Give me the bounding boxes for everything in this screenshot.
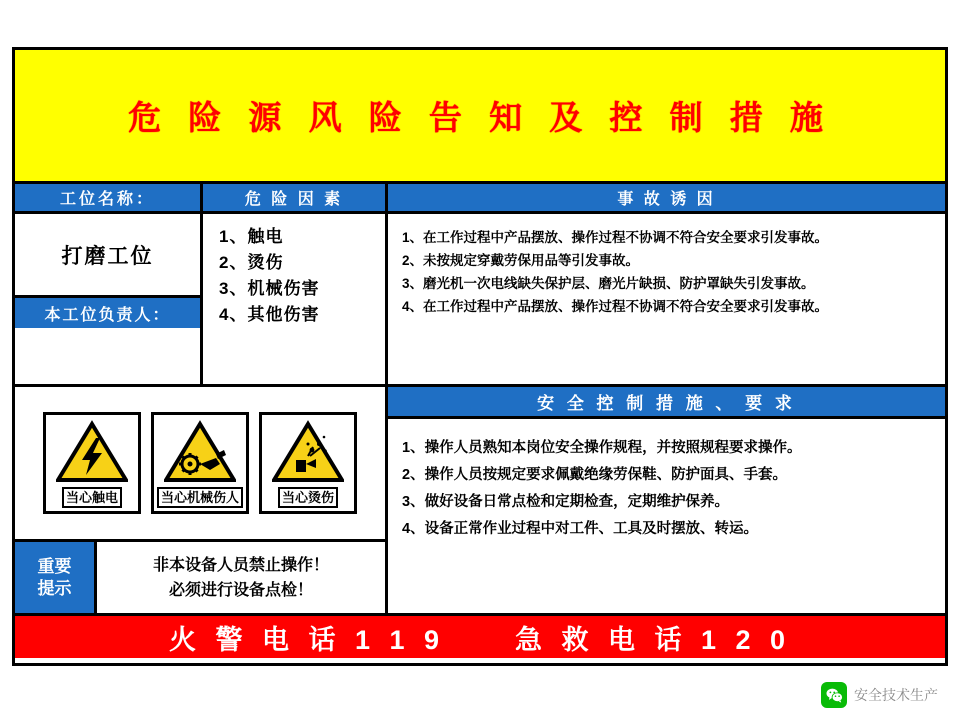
wechat-glyph: [826, 688, 843, 703]
notice-line2: 必须进行设备点检！: [168, 581, 313, 599]
warning-sign-electric-shock: [43, 412, 141, 514]
station-name-value: 打磨工位: [15, 214, 200, 298]
table-header-row: [15, 184, 945, 214]
list-item: 2、操作人员按规定要求佩戴绝缘劳保鞋、防护面具、手套。: [402, 467, 788, 483]
header-station-name: 工位名称：: [15, 184, 203, 214]
section-hazard-info: [15, 214, 945, 387]
watermark: [821, 682, 938, 708]
electric-shock-icon: [56, 420, 128, 484]
list-item: 3、机械伤害: [219, 279, 320, 298]
list-item: 2、烫伤: [219, 253, 284, 272]
page-title: 危 险 源 风 险 告 知 及 控 制 措 施: [128, 99, 832, 136]
wechat-icon: [821, 682, 847, 708]
list-item: 4、其他伤害: [219, 305, 320, 324]
control-measures-list: [388, 419, 945, 543]
hot-surface-icon: [272, 420, 344, 484]
safety-board: [12, 47, 948, 666]
control-measures-column: [388, 387, 945, 613]
cause-list: [388, 214, 945, 384]
watermark-text: 安全技术生产: [854, 687, 938, 703]
responsible-person-value: [15, 328, 200, 384]
station-column: [15, 214, 203, 384]
sign-label: 当心机械伤人: [157, 487, 243, 508]
machinery-injury-icon: [164, 420, 236, 484]
ambulance-phone: 急 救 电 话 1 2 0: [515, 624, 792, 655]
hazard-list: [203, 214, 388, 384]
sign-label: 当心烫伤: [278, 487, 338, 508]
important-notice-row: [15, 542, 385, 613]
signs-column: [15, 387, 388, 613]
fire-phone: 火 警 电 话 1 1 9: [168, 624, 445, 655]
warning-sign-hot-surface: [259, 412, 357, 514]
list-item: 3、做好设备日常点检和定期检查，定期维护保养。: [402, 494, 730, 510]
header-control-measures: 安 全 控 制 措 施 、 要 求: [388, 387, 945, 419]
header-responsible-person: 本工位负责人：: [15, 298, 200, 328]
list-item: 1、触电: [219, 227, 284, 246]
notice-tag-line2: 提示: [37, 578, 72, 598]
notice-tag: [15, 542, 97, 613]
list-item: 3、磨光机一次电线缺失保护层、磨光片缺损、防护罩缺失引发事故。: [402, 276, 815, 291]
header-accident-cause: 事 故 诱 因: [388, 184, 945, 214]
header-hazard-factor: 危 险 因 素: [203, 184, 388, 214]
list-item: 1、在工作过程中产品摆放、操作过程不协调不符合安全要求引发事故。: [402, 230, 829, 245]
warning-sign-machinery-injury: [151, 412, 249, 514]
notice-text: [97, 542, 385, 613]
notice-tag-line1: 重要: [37, 556, 72, 576]
emergency-footer: [15, 613, 945, 658]
list-item: 1、操作人员熟知本岗位安全操作规程，并按照规程要求操作。: [402, 440, 802, 456]
section-signs-and-controls: [15, 387, 945, 613]
notice-line1: 非本设备人员禁止操作！: [152, 556, 329, 574]
list-item: 2、未按规定穿戴劳保用品等引发事故。: [402, 253, 640, 268]
title-banner: [15, 50, 945, 184]
warning-signs-group: [15, 387, 385, 542]
sign-label: 当心触电: [62, 487, 122, 508]
list-item: 4、设备正常作业过程中对工件、工具及时摆放、转运。: [402, 521, 759, 537]
list-item: 4、在工作过程中产品摆放、操作过程不协调不符合安全要求引发事故。: [402, 299, 829, 314]
